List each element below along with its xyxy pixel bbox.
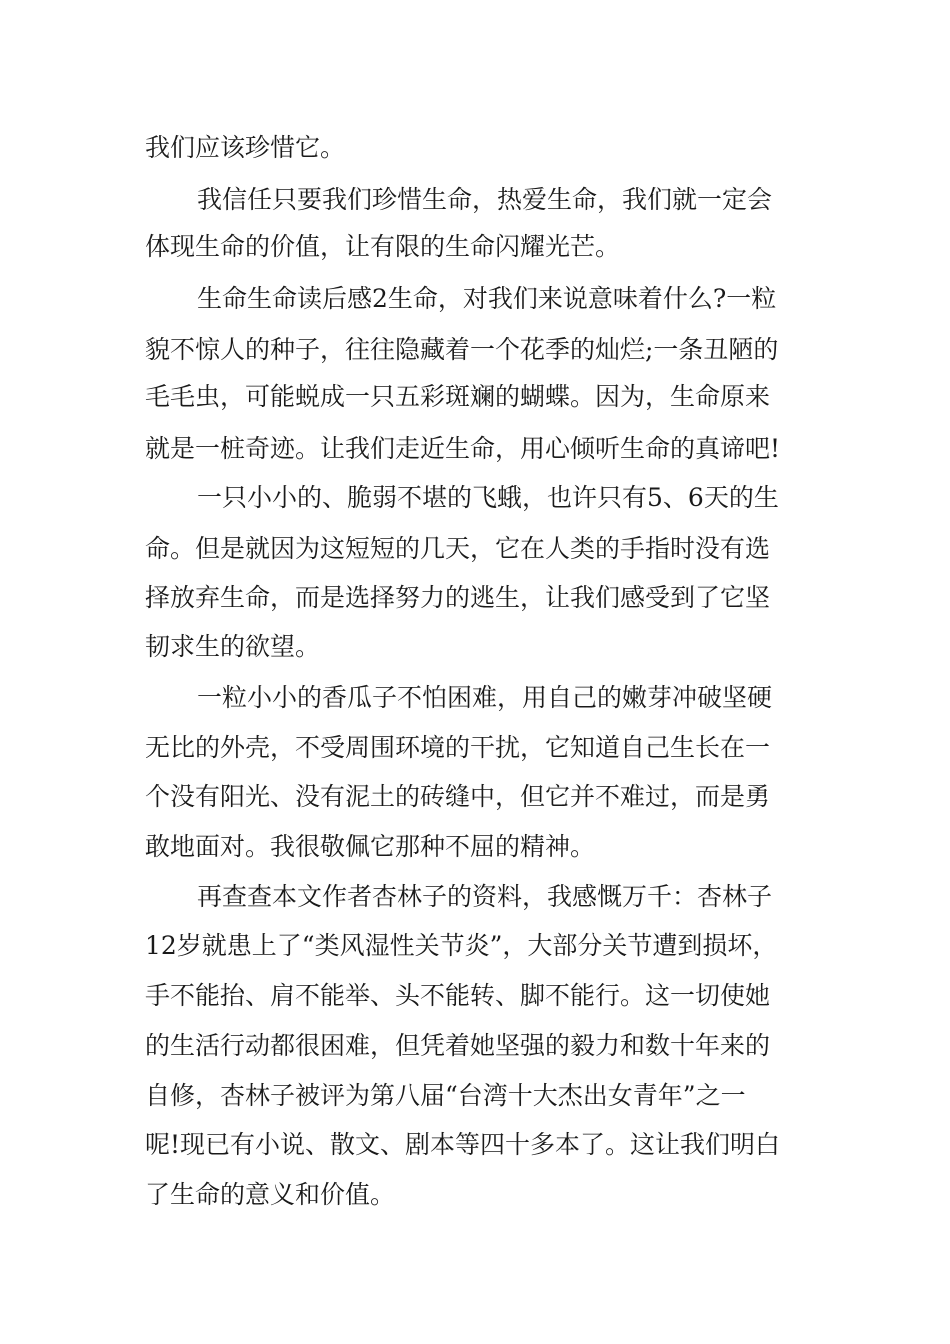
- text-line: 貌不惊人的种子，往往隐藏着一个花季的灿烂;一条丑陋的: [145, 335, 779, 364]
- text-line: 自修，杏林子被评为第八届“台湾十大杰出女青年”之一: [145, 1081, 746, 1110]
- text-line: 个没有阳光、没有泥土的砖缝中，但它并不难过，而是勇: [145, 782, 771, 811]
- text-line: 12岁就患上了“类风湿性关节炎”，大部分关节遭到损坏，: [145, 931, 778, 960]
- text-line: 体现生命的价值，让有限的生命闪耀光芒。: [145, 232, 621, 261]
- text-line: 无比的外壳，不受周围环境的干扰，它知道自己生长在一: [145, 733, 771, 762]
- text-line: 韧求生的欲望。: [145, 632, 321, 661]
- text-line: 就是一桩奇迹。让我们走近生命，用心倾听生命的真谛吧!: [145, 434, 781, 463]
- text-line: 手不能抬、肩不能举、头不能转、脚不能行。这一切使她: [145, 981, 771, 1010]
- text-line: 我们应该珍惜它。: [145, 133, 346, 162]
- text-line: 的生活行动都很困难，但凭着她坚强的毅力和数十年来的: [145, 1031, 771, 1060]
- text-line: 了生命的意义和价值。: [145, 1180, 396, 1209]
- text-line: 一粒小小的香瓜子不怕困难，用自己的嫩芽冲破坚硬: [197, 683, 773, 712]
- text-line: 我信任只要我们珍惜生命，热爱生命，我们就一定会: [197, 185, 773, 214]
- text-line: 择放弃生命，而是选择努力的逃生，让我们感受到了它坚: [145, 583, 771, 612]
- text-line: 命。但是就因为这短短的几天，它在人类的手指时没有选: [145, 534, 771, 563]
- text-line: 呢!现已有小说、散文、剧本等四十多本了。这让我们明白: [145, 1130, 781, 1159]
- text-line: 一只小小的、脆弱不堪的飞蛾，也许只有5、6天的生: [197, 483, 779, 512]
- text-line: 敢地面对。我很敬佩它那种不屈的精神。: [145, 832, 596, 861]
- text-line: 生命生命读后感2生命，对我们来说意味着什么?一粒: [197, 284, 777, 313]
- text-line: 再查查本文作者杏林子的资料，我感慨万千：杏林子: [197, 882, 773, 911]
- text-line: 毛毛虫，可能蜕成一只五彩斑斓的蝴蝶。因为，生命原来: [145, 382, 771, 411]
